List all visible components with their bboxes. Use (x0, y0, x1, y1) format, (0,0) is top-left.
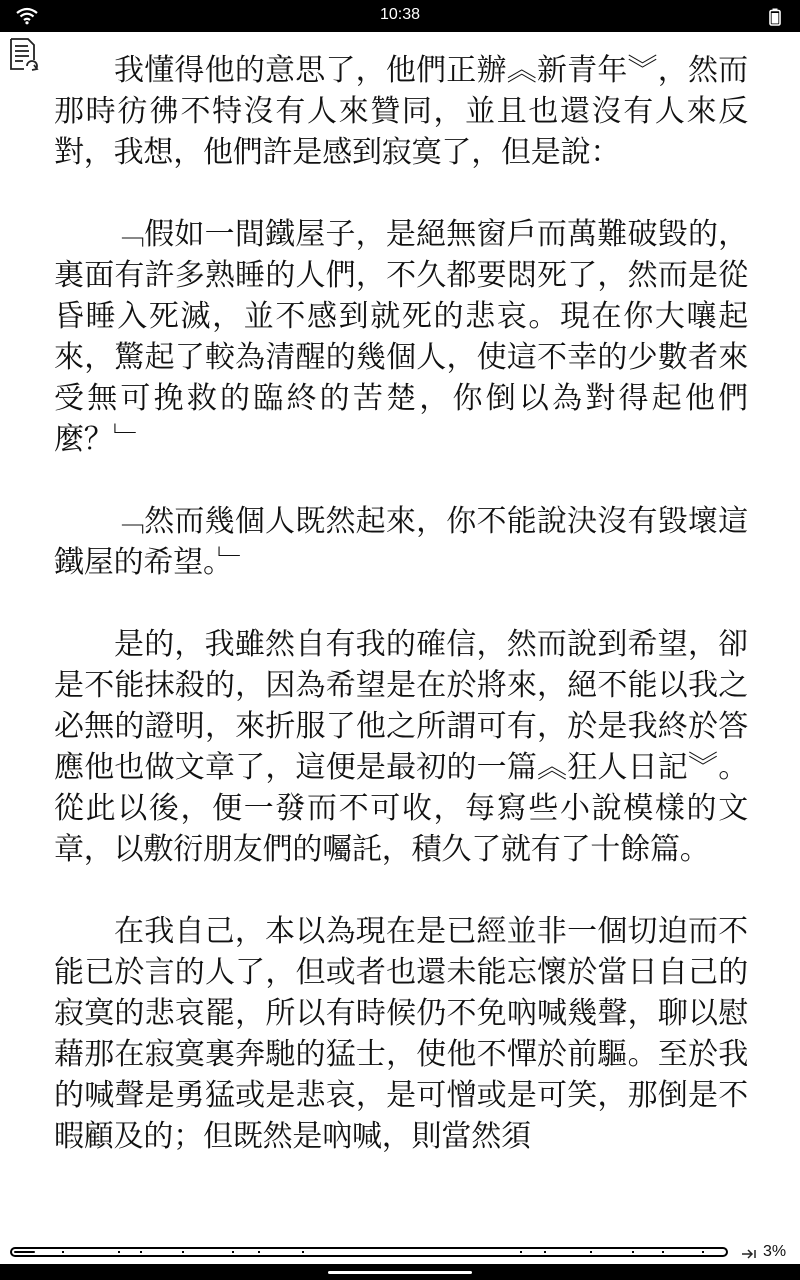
navigation-bar (0, 1264, 800, 1280)
home-gesture-handle[interactable] (328, 1271, 472, 1274)
reader-text (54, 50, 748, 1198)
chapter-marker (182, 1251, 184, 1253)
paragraph: 是的，我雖然自有我的確信，然而說到希望，卻是不能抹殺的，因為希望是在於將來，絕不能以我之必無的證明，來折服了他之所謂可有，於是我終於答應他也做文章了，這便是最初的一篇︽狂人日記︾。從此以後，便一發而不可收，每寫些小說模樣的文章，以敷衍朋友們的囑託，積久了就有了十餘篇。 (54, 627, 748, 867)
progress-percent: 3% (763, 1243, 787, 1260)
status-bar (0, 0, 800, 32)
paragraph: 我懂得他的意思了，他們正辦︽新青年︾，然而那時彷彿不特沒有人來贊同，並且也還沒有人來反對，我想，他們許是感到寂寞了，但是說： (54, 53, 748, 170)
chapter-marker (662, 1251, 664, 1253)
arrow-to-bar-icon (741, 1248, 761, 1260)
paragraph: 在我自己，本以為現在是已經並非一個切迫而不能已於言的人了，但或者也還未能忘懷於當日自己的寂寞的悲哀罷，所以有時候仍不免吶喊幾聲，聊以慰藉那在寂寞裏奔馳的猛士，使他不憚於前驅。至於我的喊聲是勇猛或是悲哀，是可憎或是可笑，那倒是不暇顧及的；但既然是吶喊，則當然須 (54, 914, 748, 1154)
status-time: 10:38 (379, 6, 421, 23)
chapter-marker (258, 1251, 260, 1253)
chapter-marker (118, 1251, 120, 1253)
chapter-marker (544, 1251, 546, 1253)
reading-progress-bar[interactable] (10, 1247, 728, 1257)
chapter-marker (62, 1251, 64, 1253)
document-sync-icon[interactable] (6, 36, 42, 74)
reading-progress-fill (14, 1251, 35, 1253)
paragraph: ﹁假如一間鐵屋子，是絕無窗戶而萬難破毀的，裏面有許多熟睡的人們，不久都要悶死了，然而是從昏睡入死滅，並不感到就死的悲哀。現在你大嚷起來，驚起了較為清醒的幾個人，使這不幸的少數者來受無可挽救的臨終的苦楚，你倒以為對得起他們麼？﹂ (54, 217, 748, 457)
battery-icon (769, 8, 781, 26)
chapter-marker (140, 1251, 142, 1253)
chapter-marker (632, 1251, 634, 1253)
chapter-marker (302, 1251, 304, 1253)
chapter-marker (232, 1251, 234, 1253)
chapter-marker (702, 1251, 704, 1253)
paragraph: ﹁然而幾個人既然起來，你不能說決沒有毀壞這鐵屋的希望。﹂ (54, 504, 748, 580)
chapter-marker (590, 1251, 592, 1253)
chapter-marker (520, 1251, 522, 1253)
